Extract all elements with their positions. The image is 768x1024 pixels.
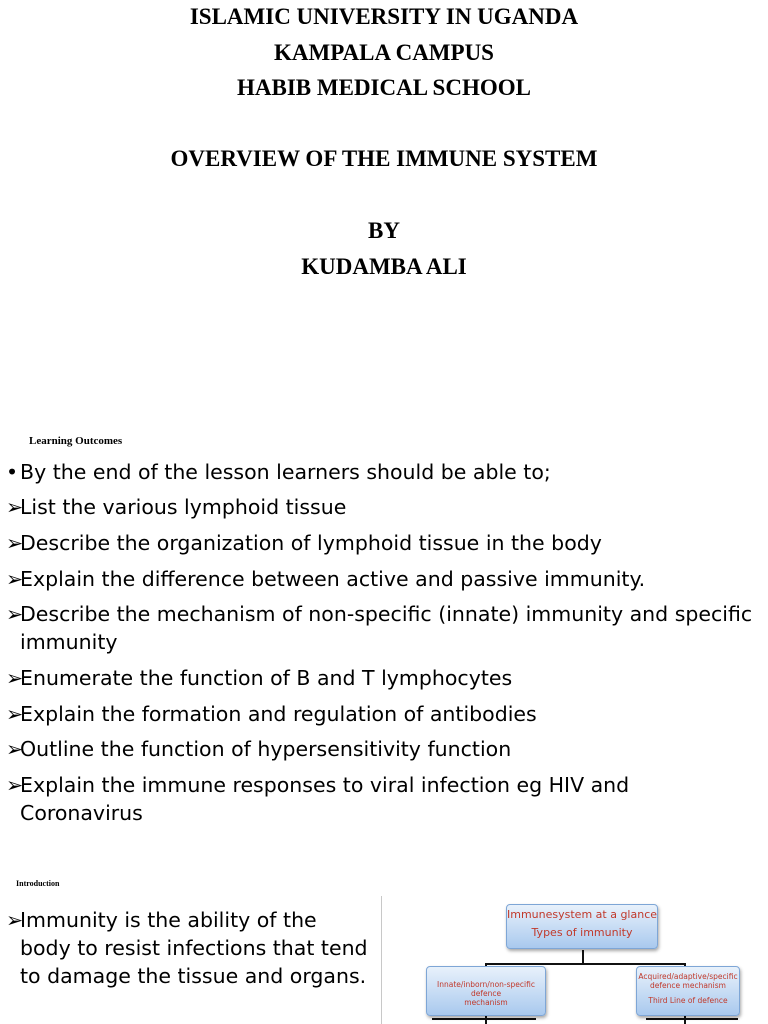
arrow-bullet-icon: ➢ xyxy=(6,908,24,932)
list-item xyxy=(6,600,766,656)
diagram-box-line: defence mechanism xyxy=(650,981,726,990)
document-title: OVERVIEW OF THE IMMUNE SYSTEM xyxy=(170,146,598,171)
diagram-box-subtitle: Types of immunity xyxy=(531,926,633,939)
author-name: KUDAMBA ALI xyxy=(301,254,467,279)
list-item-text: Explain the difference between active and passive immunity. xyxy=(20,567,646,591)
connector-line xyxy=(646,1018,738,1020)
list-item-text: Explain the formation and regulation of antibodies xyxy=(20,702,537,726)
intro-line: to damage the tissue and organs. xyxy=(20,964,367,988)
arrow-bullet-icon: ➢ xyxy=(6,567,24,591)
list-item xyxy=(6,664,766,692)
list-item xyxy=(6,700,766,728)
intro-line-text: Immunity is the ability of the xyxy=(20,908,317,932)
diagram-box-line: Innate/inborn/non-specific defence xyxy=(437,980,535,998)
connector-line xyxy=(485,963,686,965)
list-item-text: Explain the immune responses to viral infection eg HIV and xyxy=(20,773,630,797)
diagram-box-line: Third Line of defence xyxy=(648,996,728,1005)
arrow-bullet-icon: ➢ xyxy=(6,666,24,690)
list-item-text: Enumerate the function of B and T lymphocytes xyxy=(20,666,513,690)
intro-line xyxy=(6,906,374,934)
diagram-box-line: mechanism xyxy=(464,998,508,1007)
diagram-box-innate xyxy=(426,966,546,1016)
diagram-box-types-of-immunity xyxy=(506,904,658,949)
list-item-text: Describe the organization of lymphoid tissue in the body xyxy=(20,531,602,555)
arrow-bullet-icon: ➢ xyxy=(6,773,24,797)
connector-line xyxy=(582,950,584,964)
intro-line: body to resist infections that tend xyxy=(20,936,368,960)
list-intro xyxy=(6,458,766,486)
bullet-icon: • xyxy=(6,460,19,484)
list-item-text: List the various lymphoid tissue xyxy=(20,495,347,519)
introduction-heading: Introduction xyxy=(16,879,60,888)
list-item xyxy=(6,493,766,521)
arrow-bullet-icon: ➢ xyxy=(6,495,24,519)
university-name: ISLAMIC UNIVERSITY IN UGANDA xyxy=(189,4,579,29)
list-item-text: Outline the function of hypersensitivity function xyxy=(20,737,512,761)
learning-outcomes-heading: Learning Outcomes xyxy=(29,435,123,447)
introduction-text xyxy=(6,906,374,990)
list-item-continuation: Coronavirus xyxy=(20,801,143,825)
list-item xyxy=(6,771,766,827)
campus-name: KAMPALA CAMPUS xyxy=(274,40,494,65)
arrow-bullet-icon: ➢ xyxy=(6,737,24,761)
list-intro-text: By the end of the lesson learners should be able to; xyxy=(20,460,551,484)
column-divider xyxy=(381,896,382,1024)
list-item xyxy=(6,529,766,557)
diagram-box-line: Acquired/adaptive/specific xyxy=(638,972,738,981)
list-item xyxy=(6,565,766,593)
by-label: BY xyxy=(368,218,400,243)
diagram-box-title: Immunesystem at a glance xyxy=(507,908,658,921)
immune-system-diagram xyxy=(384,896,768,1024)
arrow-bullet-icon: ➢ xyxy=(6,531,24,555)
list-item xyxy=(6,735,766,763)
diagram-box-acquired xyxy=(636,966,740,1016)
arrow-bullet-icon: ➢ xyxy=(6,602,24,626)
school-name: HABIB MEDICAL SCHOOL xyxy=(237,75,531,100)
list-item-continuation: immunity xyxy=(20,630,118,654)
list-item-text: Describe the mechanism of non-specific (innate) immunity and specific xyxy=(20,602,753,626)
arrow-bullet-icon: ➢ xyxy=(6,702,24,726)
connector-line xyxy=(432,1018,536,1020)
